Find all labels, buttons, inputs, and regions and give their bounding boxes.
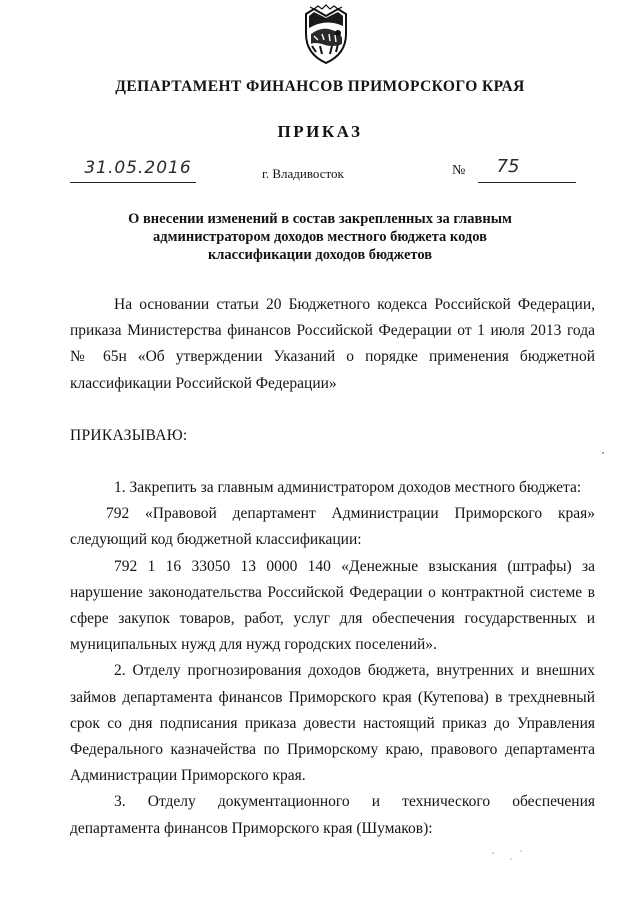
number-label: № [452, 163, 466, 178]
scan-speck [510, 858, 512, 860]
title-line: администратором доходов местного бюджета кодов [153, 229, 487, 245]
item-1-admin-paragraph: 792 «Правовой департамент Администрации Приморского края» следующий код бюджетной классификации: [70, 505, 595, 549]
preamble-paragraph: На основании статьи 20 Бюджетного кодекса Российской Федерации, приказа Министерства финансов Российской Федерации от 1 июля 2013 года № 65н «Об утверждении Указаний о порядке применения бюджетной классификации Российской Федерации» [70, 296, 595, 392]
document-title [60, 210, 580, 264]
coat-of-arms-icon [302, 4, 350, 66]
department-name: ДЕПАРТАМЕНТ ФИНАНСОВ ПРИМОРСКОГО КРАЯ [115, 78, 525, 95]
number-underline [478, 182, 576, 183]
scan-speck [492, 852, 494, 854]
item-1-paragraph: 1. Закрепить за главным администратором доходов местного бюджета: [114, 479, 582, 497]
document-body [70, 292, 595, 842]
item-1-code-paragraph: 792 1 16 33050 13 0000 140 «Денежные взыскания (штрафы) за нарушение законодательства Российской Федерации о контрактной системе в сфере закупок товаров, работ, услуг для обеспечения государственных и муниципальных нужд для нужд городских поселений». [70, 557, 595, 654]
document-date: 31.05.2016 [84, 158, 192, 178]
document-number: 75 [496, 156, 520, 177]
document-type: ПРИКАЗ [277, 122, 363, 141]
paragraph-gap [70, 397, 595, 423]
city: г. Владивосток [262, 166, 344, 181]
title-line: классификации доходов бюджетов [207, 247, 433, 263]
scan-speck [602, 452, 604, 454]
orders-word: ПРИКАЗЫВАЮ: [70, 426, 188, 444]
date-underline [70, 182, 196, 183]
item-3-paragraph: 3. Отделу документационного и технического обеспечения департамента финансов Приморского края (Шумаков): [70, 793, 595, 837]
item-2-paragraph: 2. Отделу прогнозирования доходов бюджета, внутренних и внешних займов департамента финансов Приморского края (Кутепова) в трехдневный срок со дня подписания приказа довести настоящий приказ до Управления Федерального казначейства по Приморскому краю, правового департамента Администрации Приморского края. [70, 662, 595, 785]
title-line: О внесении изменений в состав закрепленных за главным [128, 211, 512, 227]
scan-speck [520, 850, 522, 852]
paragraph-gap [70, 449, 595, 475]
